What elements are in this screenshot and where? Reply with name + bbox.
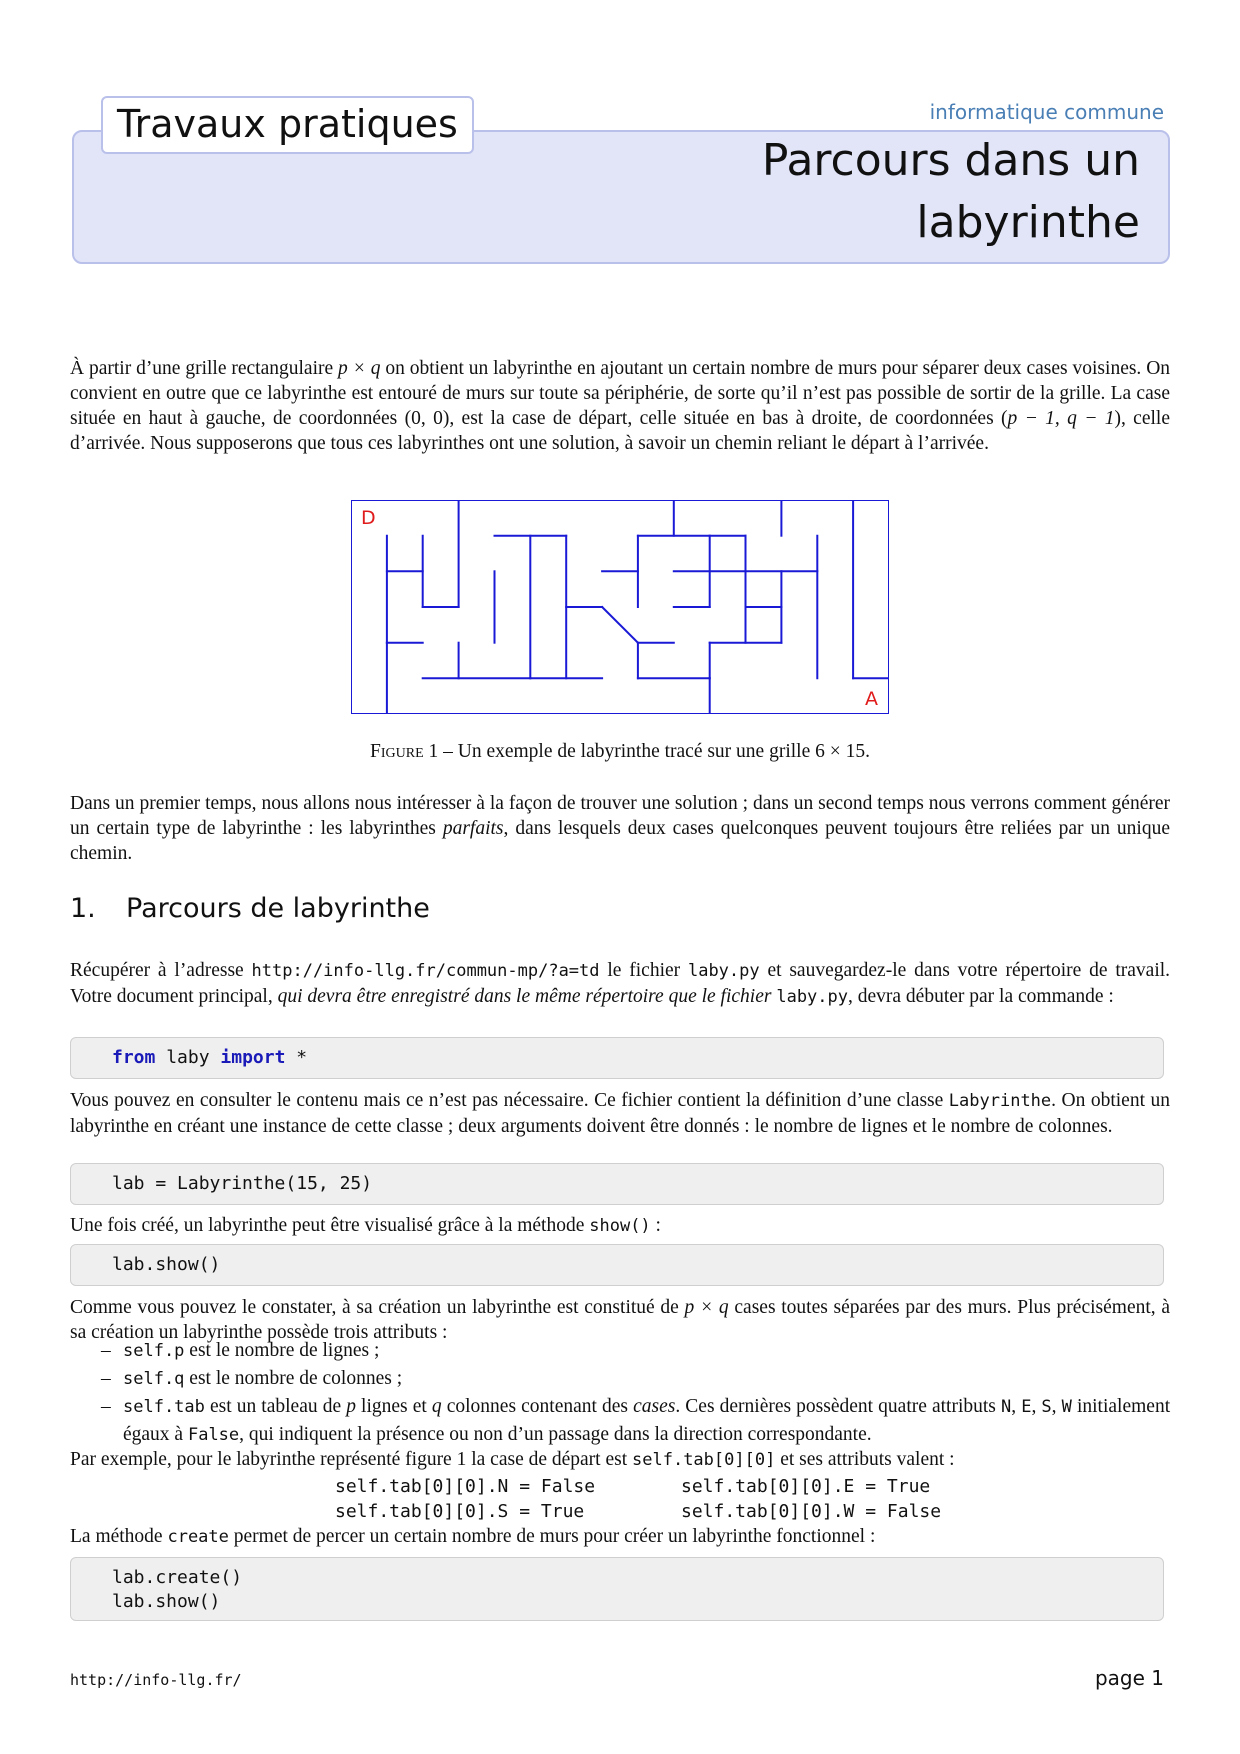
figure-caption [0, 741, 1240, 763]
attr-value-n: self.tab[0][0].N = False [335, 1476, 596, 1497]
code-line: lab.show() [112, 1254, 221, 1275]
list-item: – self.tab est un tableau de p lignes et q colonnes contenant des cases. Ces dernières possèdent quatre attributs N, E, S, W initialement égaux à False, qui indiquent la présence ou non d’un passage dans la direction correspondante. [70, 1393, 1170, 1449]
para3-emphasis: qui devra être enregistré dans le même répertoire que le fichier [277, 986, 772, 1007]
math-q: q [431, 1396, 442, 1417]
attr-desc: est un tableau de [209, 1396, 342, 1417]
section-title: Parcours de labyrinthe [126, 893, 430, 924]
code-block-import [70, 1037, 1164, 1079]
attr-code: self.q [123, 1369, 185, 1389]
file-name-2: laby.py [776, 987, 848, 1007]
para3-text-b: le fichier [607, 960, 681, 981]
para4-text-b: . On obtient un labyrinthe en créant une instance de cette classe ; deux arguments doivent être donnés : le nombre de lignes et le nombre de colonnes. [70, 1090, 1171, 1137]
intro-text-2: on obtient un labyrinthe en ajoutant un certain nombre de murs pour séparer deux cases voisines. On convient en outre que ce labyrinthe est entouré de murs sur toute sa périphérie, de sorte qu’il n’est pas possible de sortir de la grille. La case située en haut à gauche, de coordonnées (0, 0), est la case de départ, celle située en bas à droite, de coordonnées ( [70, 358, 1171, 429]
maze-walls [351, 500, 889, 714]
para4-text-a: Vous pouvez en consulter le contenu mais ce n’est pas nécessaire. Ce fichier contient la définition d’une classe [70, 1090, 944, 1111]
maze-start-label: D [361, 507, 376, 529]
list-item [70, 1365, 1170, 1393]
attr-value-w: self.tab[0][0].W = False [681, 1501, 942, 1522]
title-line-1: Parcours dans un [761, 135, 1140, 186]
footer-url[interactable]: http://info-llg.fr/ [70, 1671, 242, 1689]
list-dash: – [101, 1368, 111, 1389]
section-number: 1. [70, 893, 96, 924]
attr-code: self.tab [123, 1397, 205, 1417]
method-name: show() [589, 1216, 651, 1236]
list-dash: – [101, 1340, 111, 1361]
code-block-create-instance [70, 1163, 1164, 1205]
paragraph-4 [70, 1088, 1170, 1139]
attr-desc: est le nombre de lignes ; [189, 1340, 380, 1361]
para7-text-a: Par exemple, pour le labyrinthe représenté figure 1 la case de départ est [70, 1449, 628, 1470]
code-line: lab.show() [112, 1591, 221, 1612]
page-number: page 1 [1094, 1666, 1164, 1690]
paragraph-8 [70, 1524, 1170, 1550]
para2-emphasis: parfaits [442, 818, 504, 839]
intro-math-coord: p − 1, q − 1 [1007, 408, 1115, 429]
para3-text-d: , devra débuter par la commande : [848, 986, 1114, 1007]
attr-desc: lignes et [361, 1396, 427, 1417]
caption-text: 1 – Un exemple de labyrinthe tracé sur une grille 6 × 15. [428, 741, 870, 762]
attr-desc: initialement égaux à [123, 1396, 1171, 1445]
para3-text-c: et sauvegardez-le dans votre répertoire de travail. Votre document principal, [70, 960, 1171, 1007]
intro-text-3: ), celle d’arrivée. Nous supposerons que tous ces labyrinthes ont une solution, à savoir un chemin reliant le départ à l’arrivée. [70, 408, 1170, 454]
attr-e: E [1021, 1397, 1032, 1417]
download-url-link[interactable]: http://info-llg.fr/commun-mp/?a=td [251, 961, 600, 981]
document-type-label: Travaux pratiques [101, 96, 474, 154]
subject-label: informatique commune [929, 100, 1164, 124]
para5-text-b: : [650, 1215, 661, 1236]
para7-text-b: et ses attributs valent : [780, 1449, 955, 1470]
attr-w: W [1061, 1397, 1072, 1417]
para5-text-a: Une fois créé, un labyrinthe peut être visualisé grâce à la méthode [70, 1215, 585, 1236]
attr-row [335, 1499, 941, 1524]
para6-text-a: Comme vous pouvez le constater, à sa création un labyrinthe est constitué de [70, 1297, 679, 1318]
para6-math-pq: p × q [684, 1297, 729, 1318]
code-line: lab.create() [112, 1567, 243, 1588]
code-star: * [285, 1047, 308, 1068]
paragraph-5 [70, 1213, 1170, 1239]
intro-paragraph [70, 356, 1170, 456]
code-block-show [70, 1244, 1164, 1286]
attr-row [335, 1474, 941, 1499]
attr-desc: est le nombre de colonnes ; [189, 1368, 403, 1389]
title-line-2: labyrinthe [916, 197, 1140, 248]
math-p: p [346, 1396, 356, 1417]
intro-text-1: À partir d’une grille rectangulaire [70, 358, 334, 379]
caption-prefix: Figure [370, 741, 424, 762]
paragraph-3 [70, 958, 1170, 1010]
code-keyword-import: import [220, 1047, 286, 1068]
list-item [70, 1337, 1170, 1365]
para2-text-b: , dans lesquels deux cases quelconques peuvent toujours être reliées par un unique chemin. [70, 818, 1171, 864]
attr-value-s: self.tab[0][0].S = True [335, 1501, 585, 1522]
code-line: lab = Labyrinthe(15, 25) [112, 1173, 373, 1194]
emphasis-cases: cases [633, 1396, 676, 1417]
attr-desc: colonnes contenant des [446, 1396, 628, 1417]
attr-code: self.p [123, 1341, 185, 1361]
code-line [71, 1046, 1163, 1070]
attr-desc: . Ces dernières possèdent quatre attributs [675, 1396, 996, 1417]
para8-text-a: La méthode [70, 1526, 163, 1547]
intro-math-pq: p × q [338, 358, 381, 379]
para8-text-b: permet de percer un certain nombre de murs pour créer un labyrinthe fonctionnel : [233, 1526, 876, 1547]
attribute-values [335, 1474, 941, 1524]
code-module: laby [155, 1047, 221, 1068]
file-name: laby.py [687, 961, 760, 981]
page-title [762, 130, 1140, 254]
attribute-list [70, 1337, 1170, 1449]
paragraph-2 [70, 791, 1170, 866]
section-heading [70, 893, 430, 924]
para2-text-a: Dans un premier temps, nous allons nous intéresser à la façon de trouver une solution ; dans un second temps nous verrons comment générer un certain type de labyrinthe : les labyrinthes [70, 793, 1170, 839]
para6-text-b: cases toutes séparées par des murs. Plus précisément, à sa création un labyrinthe possède trois attributs : [70, 1297, 1171, 1343]
para3-text-a: Récupérer à l’adresse [70, 960, 244, 981]
maze-wall [602, 607, 638, 643]
start-cell-code: self.tab[0][0] [632, 1450, 776, 1470]
code-keyword-from: from [112, 1047, 156, 1068]
create-method: create [167, 1527, 229, 1547]
class-name: Labyrinthe [948, 1091, 1052, 1111]
maze-end-label: A [865, 688, 878, 710]
code-block-create-show [70, 1557, 1164, 1621]
paragraph-7 [70, 1447, 1170, 1473]
attr-s: S [1041, 1397, 1052, 1417]
attr-value-e: self.tab[0][0].E = True [681, 1476, 931, 1497]
attr-n: N [1000, 1397, 1012, 1417]
attr-desc: , qui indiquent la présence ou non d’un passage dans la direction correspondante. [239, 1424, 872, 1445]
list-dash: – [101, 1396, 111, 1417]
false-literal: False [187, 1425, 240, 1445]
maze-figure [351, 500, 889, 714]
